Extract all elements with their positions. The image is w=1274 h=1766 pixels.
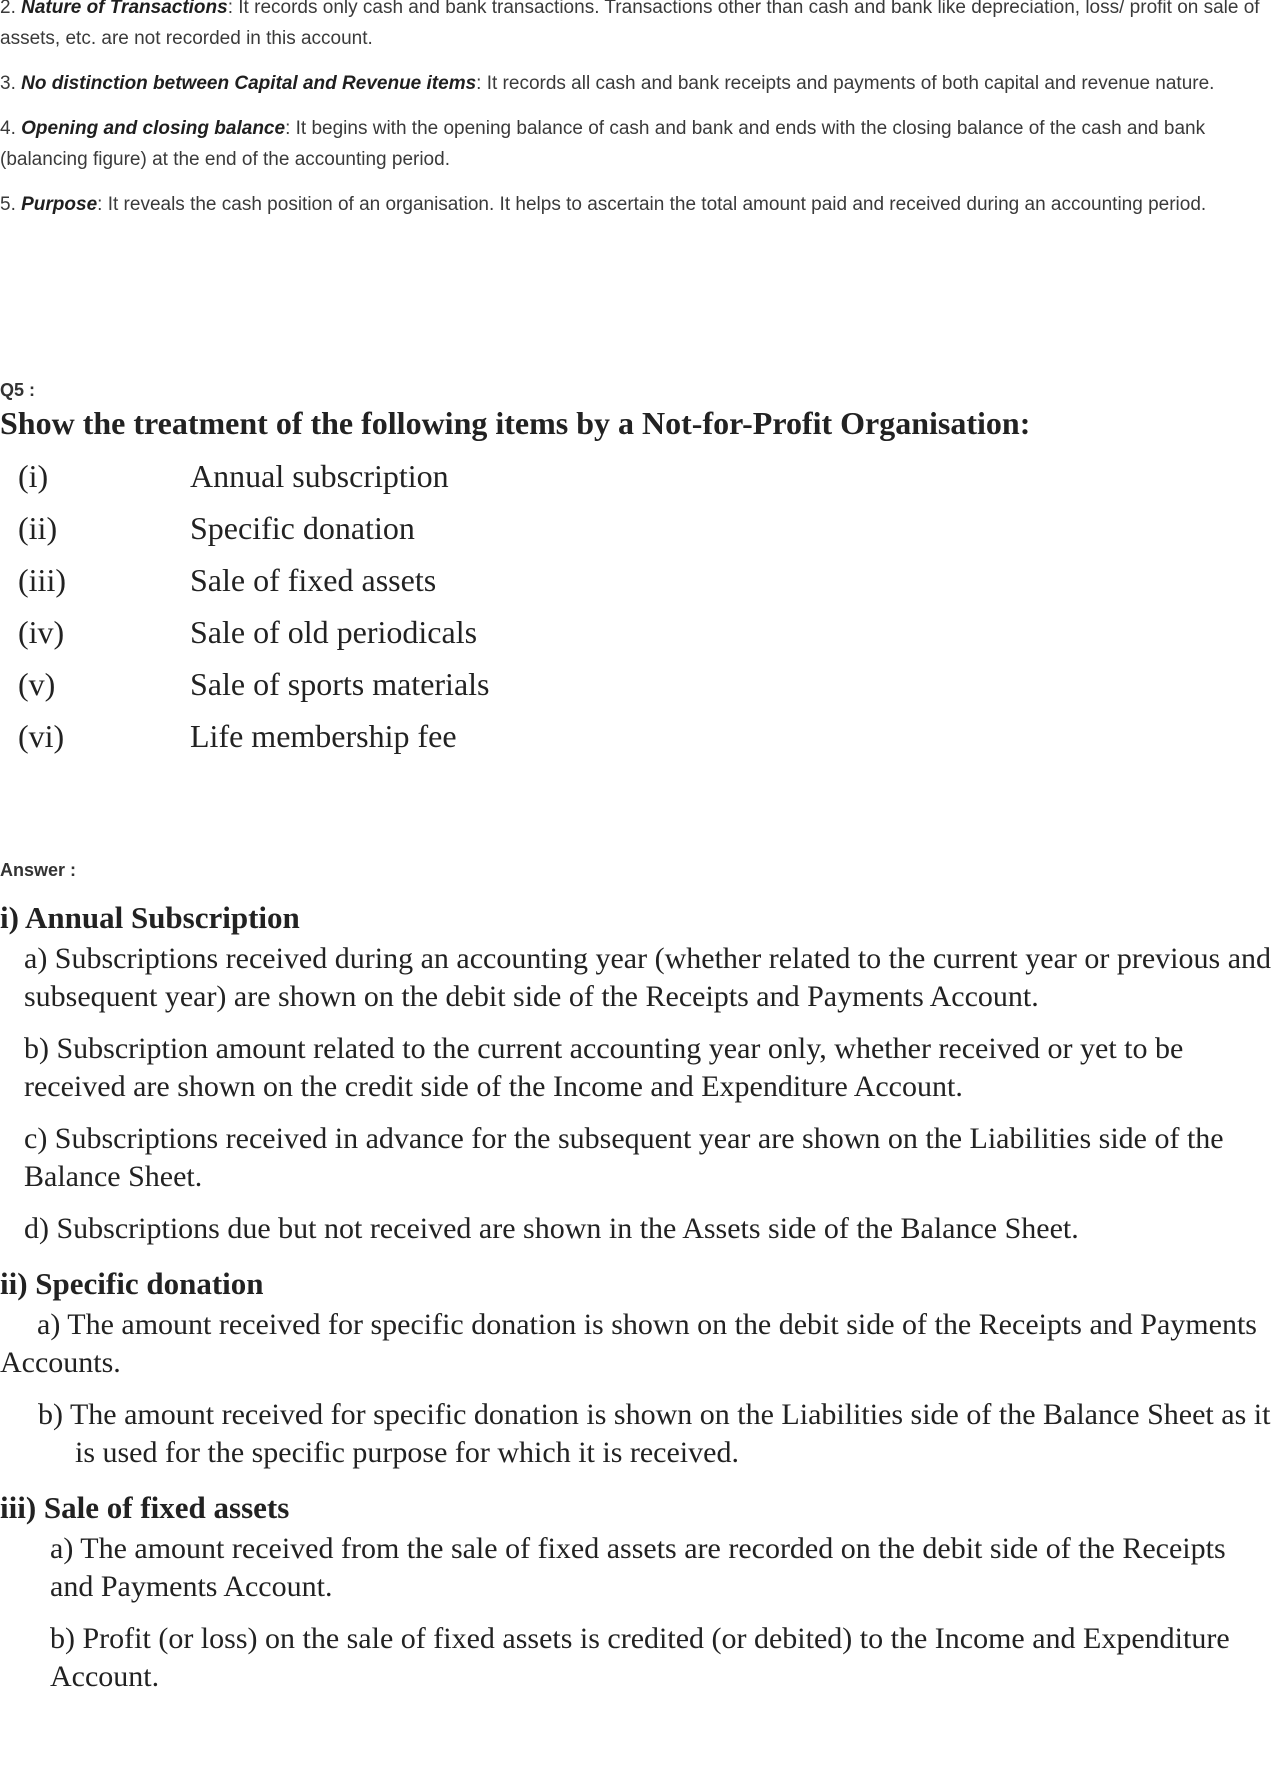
section-heading: iii) Sale of fixed assets <box>0 1490 290 1525</box>
point-term: Purpose <box>21 194 98 215</box>
point-term: Opening and closing balance <box>21 118 286 139</box>
point-term: Nature of Transactions <box>21 0 228 18</box>
answer-paragraph: a) The amount received from the sale of fixed assets are recorded on the debit side of the Receipts and Payments Account. <box>50 1532 1226 1603</box>
item-text: Specific donation <box>190 510 415 546</box>
answer-body <box>0 896 1274 1710</box>
item-text: Sale of fixed assets <box>190 562 437 598</box>
point-term: No distinction between Capital and Revenue items <box>21 73 477 94</box>
answer-paragraph: b) Subscription amount related to the current accounting year only, whether received or yet to be received are shown on the credit side of the Income and Expenditure Account. <box>24 1032 1184 1103</box>
item-text: Sale of sports materials <box>190 666 490 702</box>
list-item <box>0 560 700 612</box>
intro-point: 3. No distinction between Capital and Revenue items: It records all cash and bank receipts and payments of both capital and revenue nature. <box>0 73 1215 94</box>
list-item <box>0 612 700 664</box>
question-label: Q5 : <box>0 380 36 400</box>
list-item <box>0 456 700 508</box>
answer-paragraph: d) Subscriptions due but not received are shown in the Assets side of the Balance Sheet. <box>24 1212 1079 1245</box>
section-heading: i) Annual Subscription <box>0 900 300 935</box>
answer-paragraph: a) The amount received for specific donation is shown on the debit side of the Receipts and Payments Accounts. <box>0 1308 1257 1379</box>
answer-label: Answer : <box>0 860 77 880</box>
answer-paragraph: c) Subscriptions received in advance for the subsequent year are shown on the Liabilities side of the Balance Sheet. <box>24 1122 1224 1193</box>
intro-point: 4. Opening and closing balance: It begins with the opening balance of cash and bank and ends with the closing balance of the cash and bank (balancing figure) at the end of the accounting period. <box>0 118 1206 170</box>
answer-paragraph: b) Profit (or loss) on the sale of fixed assets is credited (or debited) to the Income and Expenditure Account. <box>50 1622 1230 1693</box>
item-number: (vi) <box>18 718 65 754</box>
question-item-list <box>0 456 700 768</box>
answer-paragraph: b) The amount received for specific donation is shown on the Liabilities side of the Balance Sheet as it is used for the specific purpose for which it is received. <box>38 1398 1271 1469</box>
item-text: Sale of old periodicals <box>190 614 478 650</box>
item-text: Annual subscription <box>190 458 449 494</box>
intro-point: 2. Nature of Transactions: It records only cash and bank transactions. Transactions other than cash and bank like depreciation, loss/ profit on sale of assets, etc. are not recorded in this account. <box>0 0 1268 54</box>
item-text: Life membership fee <box>190 718 457 754</box>
item-number: (iii) <box>18 562 66 598</box>
intro-point: 5. Purpose: It reveals the cash position of an organisation. It helps to ascertain the total amount paid and received during an accounting period. <box>0 194 1207 215</box>
item-number: (ii) <box>18 510 58 546</box>
list-item <box>0 716 700 768</box>
item-number: (v) <box>18 666 56 702</box>
intro-points <box>0 0 1268 234</box>
item-number: (i) <box>18 458 49 494</box>
question-title: Show the treatment of the following items by a Not-for-Profit Organisation: <box>0 405 1031 441</box>
list-item <box>0 508 700 560</box>
list-item <box>0 664 700 716</box>
answer-paragraph: a) Subscriptions received during an accounting year (whether related to the current year or previous and subsequent year) are shown on the debit side of the Receipts and Payments Account. <box>24 942 1272 1013</box>
section-heading: ii) Specific donation <box>0 1266 264 1301</box>
item-number: (iv) <box>18 614 65 650</box>
